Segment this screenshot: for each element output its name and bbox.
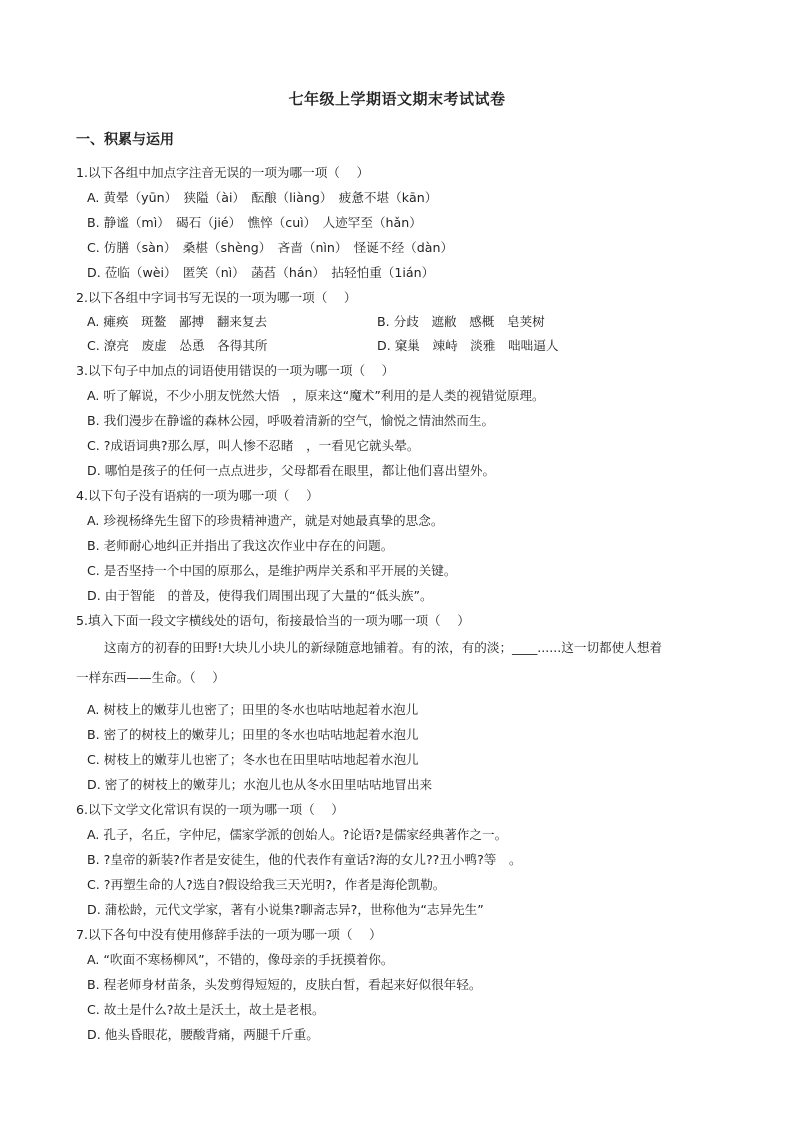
question-stem: 3.以下句子中加点的词语使用错误的一项为哪一项（ ） — [76, 363, 395, 378]
question-4 — [76, 483, 736, 608]
option-b: B. ?皇帝的新装?作者是安徒生，他的代表作有童话?海的女儿??丑小鸭?等 。 — [87, 852, 522, 867]
option-b: B. 密了的树枝上的嫩芽儿；田里的冬水也咕咕地起着水泡儿 — [87, 727, 419, 742]
reading-passage — [76, 633, 736, 693]
question-stem: 7.以下各句中没有使用修辞手法的一项为哪一项（ ） — [76, 927, 382, 942]
question-list — [76, 160, 736, 1047]
option-d: D. 哪怕是孩子的任何一点点进步，父母都看在眼里，都让他们喜出望外。 — [87, 463, 496, 478]
option-b: B. 静谧（mì） 碣石（jié） 憔悴（cuì） 人迹罕至（hǎn） — [87, 215, 422, 230]
option-d: D. 由于智能 的普及，使得我们周围出现了大量的“低头族”。 — [87, 588, 433, 603]
option-d: D. 莅临（wèi） 匿笑（nì） 菡萏（hán） 拈轻怕重（1ián） — [87, 265, 435, 280]
option-c: C. 潦亮 废虚 怂恿 各得其所 — [87, 338, 268, 353]
option-c: C. ?成语词典?那么厚，叫人惨不忍睹 ，一看见它就头晕。 — [87, 438, 420, 453]
passage-line: 一样东西——生命。（ ） — [76, 670, 225, 685]
question-1 — [76, 160, 736, 285]
option-c: C. 树枝上的嫩芽儿也密了；冬水也在田里咕咕地起着水泡儿 — [87, 752, 419, 767]
section-heading: 一、积累与运用 — [76, 132, 174, 148]
option-b: B. 我们漫步在静谧的森林公园，呼吸着清新的空气，愉悦之情油然而生。 — [87, 413, 495, 428]
option-c: C. 仿膳（sàn） 桑椹（shèng） 吝啬（nìn） 怪诞不经（dàn） — [87, 240, 454, 255]
passage-line: 这南方的初春的田野!大块儿小块儿的新绿随意地铺着。有的浓，有的淡；____......这一切都使人想着 — [104, 640, 663, 655]
option-b: B. 老师耐心地纠正并指出了我这次作业中存在的问题。 — [87, 538, 394, 553]
question-stem: 4.以下句子没有语病的一项为哪一项（ ） — [76, 488, 319, 503]
option-a: A. 树枝上的嫩芽儿也密了；田里的冬水也咕咕地起着水泡儿 — [87, 702, 419, 717]
option-c: C. ?再塑生命的人?选自?假设给我三天光明?，作者是海伦凯勒。 — [87, 877, 446, 892]
option-b: B. 程老师身材苗条，头发剪得短短的，皮肤白皙，看起来好似很年轻。 — [87, 977, 482, 992]
option-d: D. 窠巢 竦峙 淡雅 咄咄逼人 — [377, 338, 559, 353]
page-title: 七年级上学期语文期末考试试卷 — [288, 90, 506, 108]
question-stem: 6.以下文学文化常识有误的一项为哪一项（ ） — [76, 802, 344, 817]
question-7 — [76, 922, 736, 1047]
option-c: C. 故土是什么?故土是沃土，故土是老根。 — [87, 1002, 325, 1017]
option-b: B. 分歧 遮敝 感概 皂荚树 — [377, 314, 545, 329]
option-d: D. 密了的树枝上的嫩芽儿；水泡儿也从冬水田里咕咕地冒出来 — [87, 777, 433, 792]
question-stem: 5.填入下面一段文字横线处的语句，衔接最恰当的一项为哪一项（ ） — [76, 613, 470, 628]
option-a: A. “吹面不寒杨柳风”，不错的，像母亲的手抚摸着你。 — [87, 952, 394, 967]
option-a: A. 黄晕（yūn） 狭隘（ài） 酝酿（liàng） 疲惫不堪（kān） — [87, 190, 438, 205]
question-2 — [76, 285, 736, 358]
option-d: D. 他头昏眼花，腰酸背痛，两腿千斤重。 — [87, 1027, 319, 1042]
option-c: C. 是否坚持一个中国的原那么，是维护两岸关系和平开展的关键。 — [87, 563, 457, 578]
option-d: D. 蒲松龄，元代文学家，著有小说集?聊斋志异?，世称他为“志异先生” — [87, 902, 484, 917]
option-grid — [76, 310, 736, 358]
option-a: A. 孔子，名丘，字仲尼，儒家学派的创始人。?论语?是儒家经典著作之一。 — [87, 827, 508, 842]
question-3 — [76, 358, 736, 483]
option-a: A. 听了解说，不少小朋友恍然大悟 ，原来这“魔术”利用的是人类的视错觉原理。 — [87, 388, 545, 403]
question-5 — [76, 608, 736, 797]
option-a: A. 珍视杨绛先生留下的珍贵精神遗产，就是对她最真挚的思念。 — [87, 513, 444, 528]
option-a: A. 瘫痪 斑鳌 鄙搏 翻来复去 — [87, 314, 268, 329]
question-stem: 1.以下各组中加点字注音无误的一项为哪一项（ ） — [76, 165, 370, 180]
question-6 — [76, 797, 736, 922]
question-stem: 2.以下各组中字词书写无误的一项为哪一项（ ） — [76, 290, 357, 305]
